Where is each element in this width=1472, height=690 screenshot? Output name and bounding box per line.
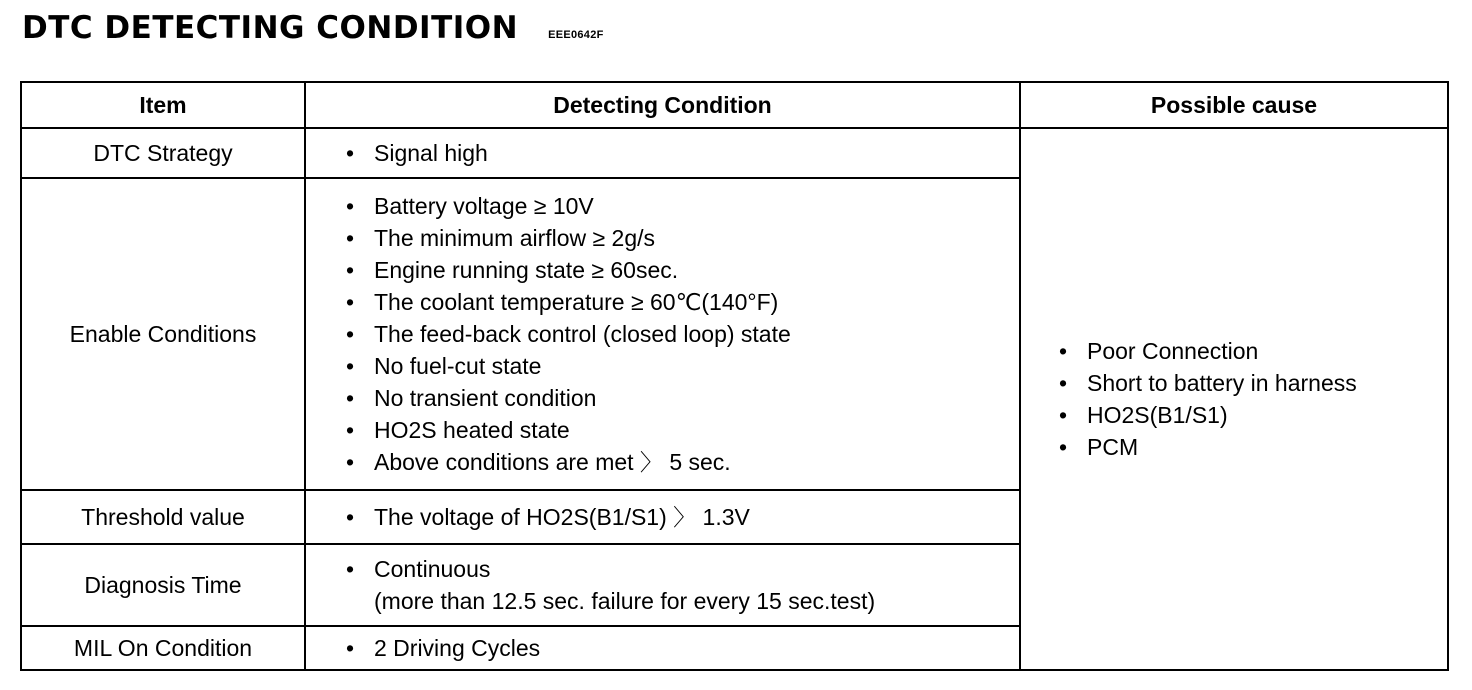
condition-mil-on-condition: [305, 626, 1020, 670]
condition-list: [346, 190, 1019, 478]
header-possible-cause: Possible cause: [1020, 82, 1448, 128]
condition-list: [346, 553, 1019, 617]
condition-text: Continuous: [374, 556, 491, 582]
possible-cause-list: [1059, 335, 1447, 463]
page-heading: [22, 10, 604, 46]
table-header-row: [21, 82, 1448, 128]
condition-item: • The coolant temperature ≥ 60℃(140°F): [346, 286, 1019, 318]
condition-item: • The feed-back control (closed loop) state: [346, 318, 1019, 350]
header-item: Item: [21, 82, 305, 128]
possible-cause-item: • PCM: [1059, 431, 1447, 463]
condition-list: [346, 137, 1019, 169]
condition-threshold-value: [305, 490, 1020, 544]
condition-item: • 2 Driving Cycles: [346, 632, 1019, 664]
condition-enable-conditions: [305, 178, 1020, 490]
condition-list: [346, 501, 1019, 533]
header-detecting-condition: Detecting Condition: [305, 82, 1020, 128]
condition-item: • No fuel-cut state: [346, 350, 1019, 382]
possible-cause-cell: [1020, 128, 1448, 670]
condition-item: • Above conditions are met 〉 5 sec.: [346, 446, 1019, 478]
condition-item: [346, 553, 1019, 617]
condition-item: • Signal high: [346, 137, 1019, 169]
condition-list: [346, 632, 1019, 664]
table-row-dtc-strategy: [21, 128, 1448, 178]
condition-item: • Battery voltage ≥ 10V: [346, 190, 1019, 222]
possible-cause-item: • Poor Connection: [1059, 335, 1447, 367]
possible-cause-item: • Short to battery in harness: [1059, 367, 1447, 399]
condition-item: • HO2S heated state: [346, 414, 1019, 446]
dtc-condition-table: [20, 81, 1449, 671]
condition-item: • The voltage of HO2S(B1/S1) 〉 1.3V: [346, 501, 1019, 533]
item-threshold-value: Threshold value: [21, 490, 305, 544]
condition-item: • The minimum airflow ≥ 2g/s: [346, 222, 1019, 254]
condition-diagnosis-time: [305, 544, 1020, 626]
condition-detail-text: (more than 12.5 sec. failure for every 15 sec.test): [374, 588, 876, 614]
item-dtc-strategy: DTC Strategy: [21, 128, 305, 178]
item-mil-on-condition: MIL On Condition: [21, 626, 305, 670]
condition-dtc-strategy: [305, 128, 1020, 178]
possible-cause-item: • HO2S(B1/S1): [1059, 399, 1447, 431]
condition-item: • No transient condition: [346, 382, 1019, 414]
item-enable-conditions: Enable Conditions: [21, 178, 305, 490]
item-diagnosis-time: Diagnosis Time: [21, 544, 305, 626]
document-code: EEE0642F: [548, 29, 604, 41]
page-title: DTC DETECTING CONDITION: [22, 10, 519, 46]
condition-item: • Engine running state ≥ 60sec.: [346, 254, 1019, 286]
